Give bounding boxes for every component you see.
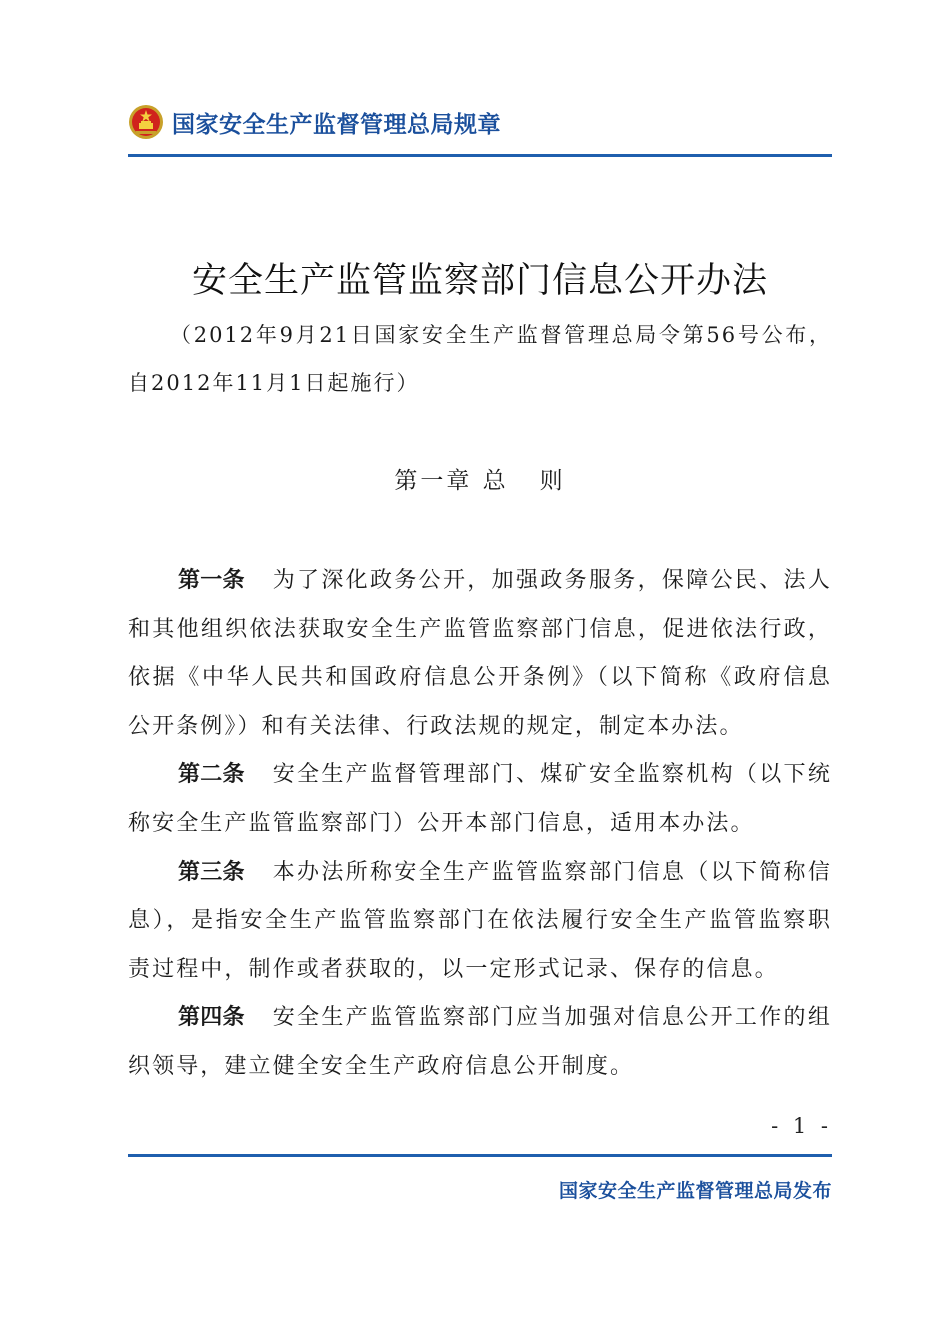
footer-publisher: 国家安全生产监督管理总局发布 <box>558 1180 832 1202</box>
footer-divider <box>128 1154 832 1157</box>
page-header <box>128 102 501 142</box>
page-number: - 1 - <box>771 1114 832 1138</box>
document-body <box>128 557 832 1092</box>
article-text: 本办法所称安全生产监管监察部门信息（以下简称信息），是指安全生产监管监察部门在依法履行安全生产监管监察职责过程中，制作或者获取的，以一定形式记录、保存的信息。 <box>128 859 832 982</box>
article-text: 安全生产监督管理部门、煤矿安全监察机构（以下统称安全生产监管监察部门）公开本部门信息，适用本办法。 <box>128 762 832 836</box>
article-2 <box>128 751 832 848</box>
header-title: 国家安全生产监督管理总局规章 <box>172 111 501 138</box>
document-title: 安全生产监管监察部门信息公开办法 <box>191 261 768 301</box>
article-text: 为了深化政务公开，加强政务服务，保障公民、法人和其他组织依法获取安全生产监管监察部门信息，促进依法行政，依据《中华人民共和国政府信息公开条例》（以下简称《政府信息公开条例》）和有关法律、行政法规的规定，制定本办法。 <box>128 568 832 739</box>
article-1 <box>128 557 832 751</box>
article-label: 第一条 <box>178 568 245 593</box>
document-subtitle: （2012年9月21日国家安全生产监督管理总局令第56号公布，自2012年11月1日起施行） <box>128 323 832 395</box>
chapter-heading: 第一章 总 则 <box>394 468 566 494</box>
article-text: 安全生产监管监察部门应当加强对信息公开工作的组织领导，建立健全安全生产政府信息公开制度。 <box>128 1005 832 1079</box>
article-4 <box>128 994 832 1091</box>
header-divider <box>128 154 832 157</box>
article-label: 第四条 <box>178 1005 245 1031</box>
article-3 <box>128 849 832 995</box>
national-emblem-icon <box>128 104 164 140</box>
article-label: 第三条 <box>178 859 245 885</box>
article-label: 第二条 <box>178 762 245 788</box>
